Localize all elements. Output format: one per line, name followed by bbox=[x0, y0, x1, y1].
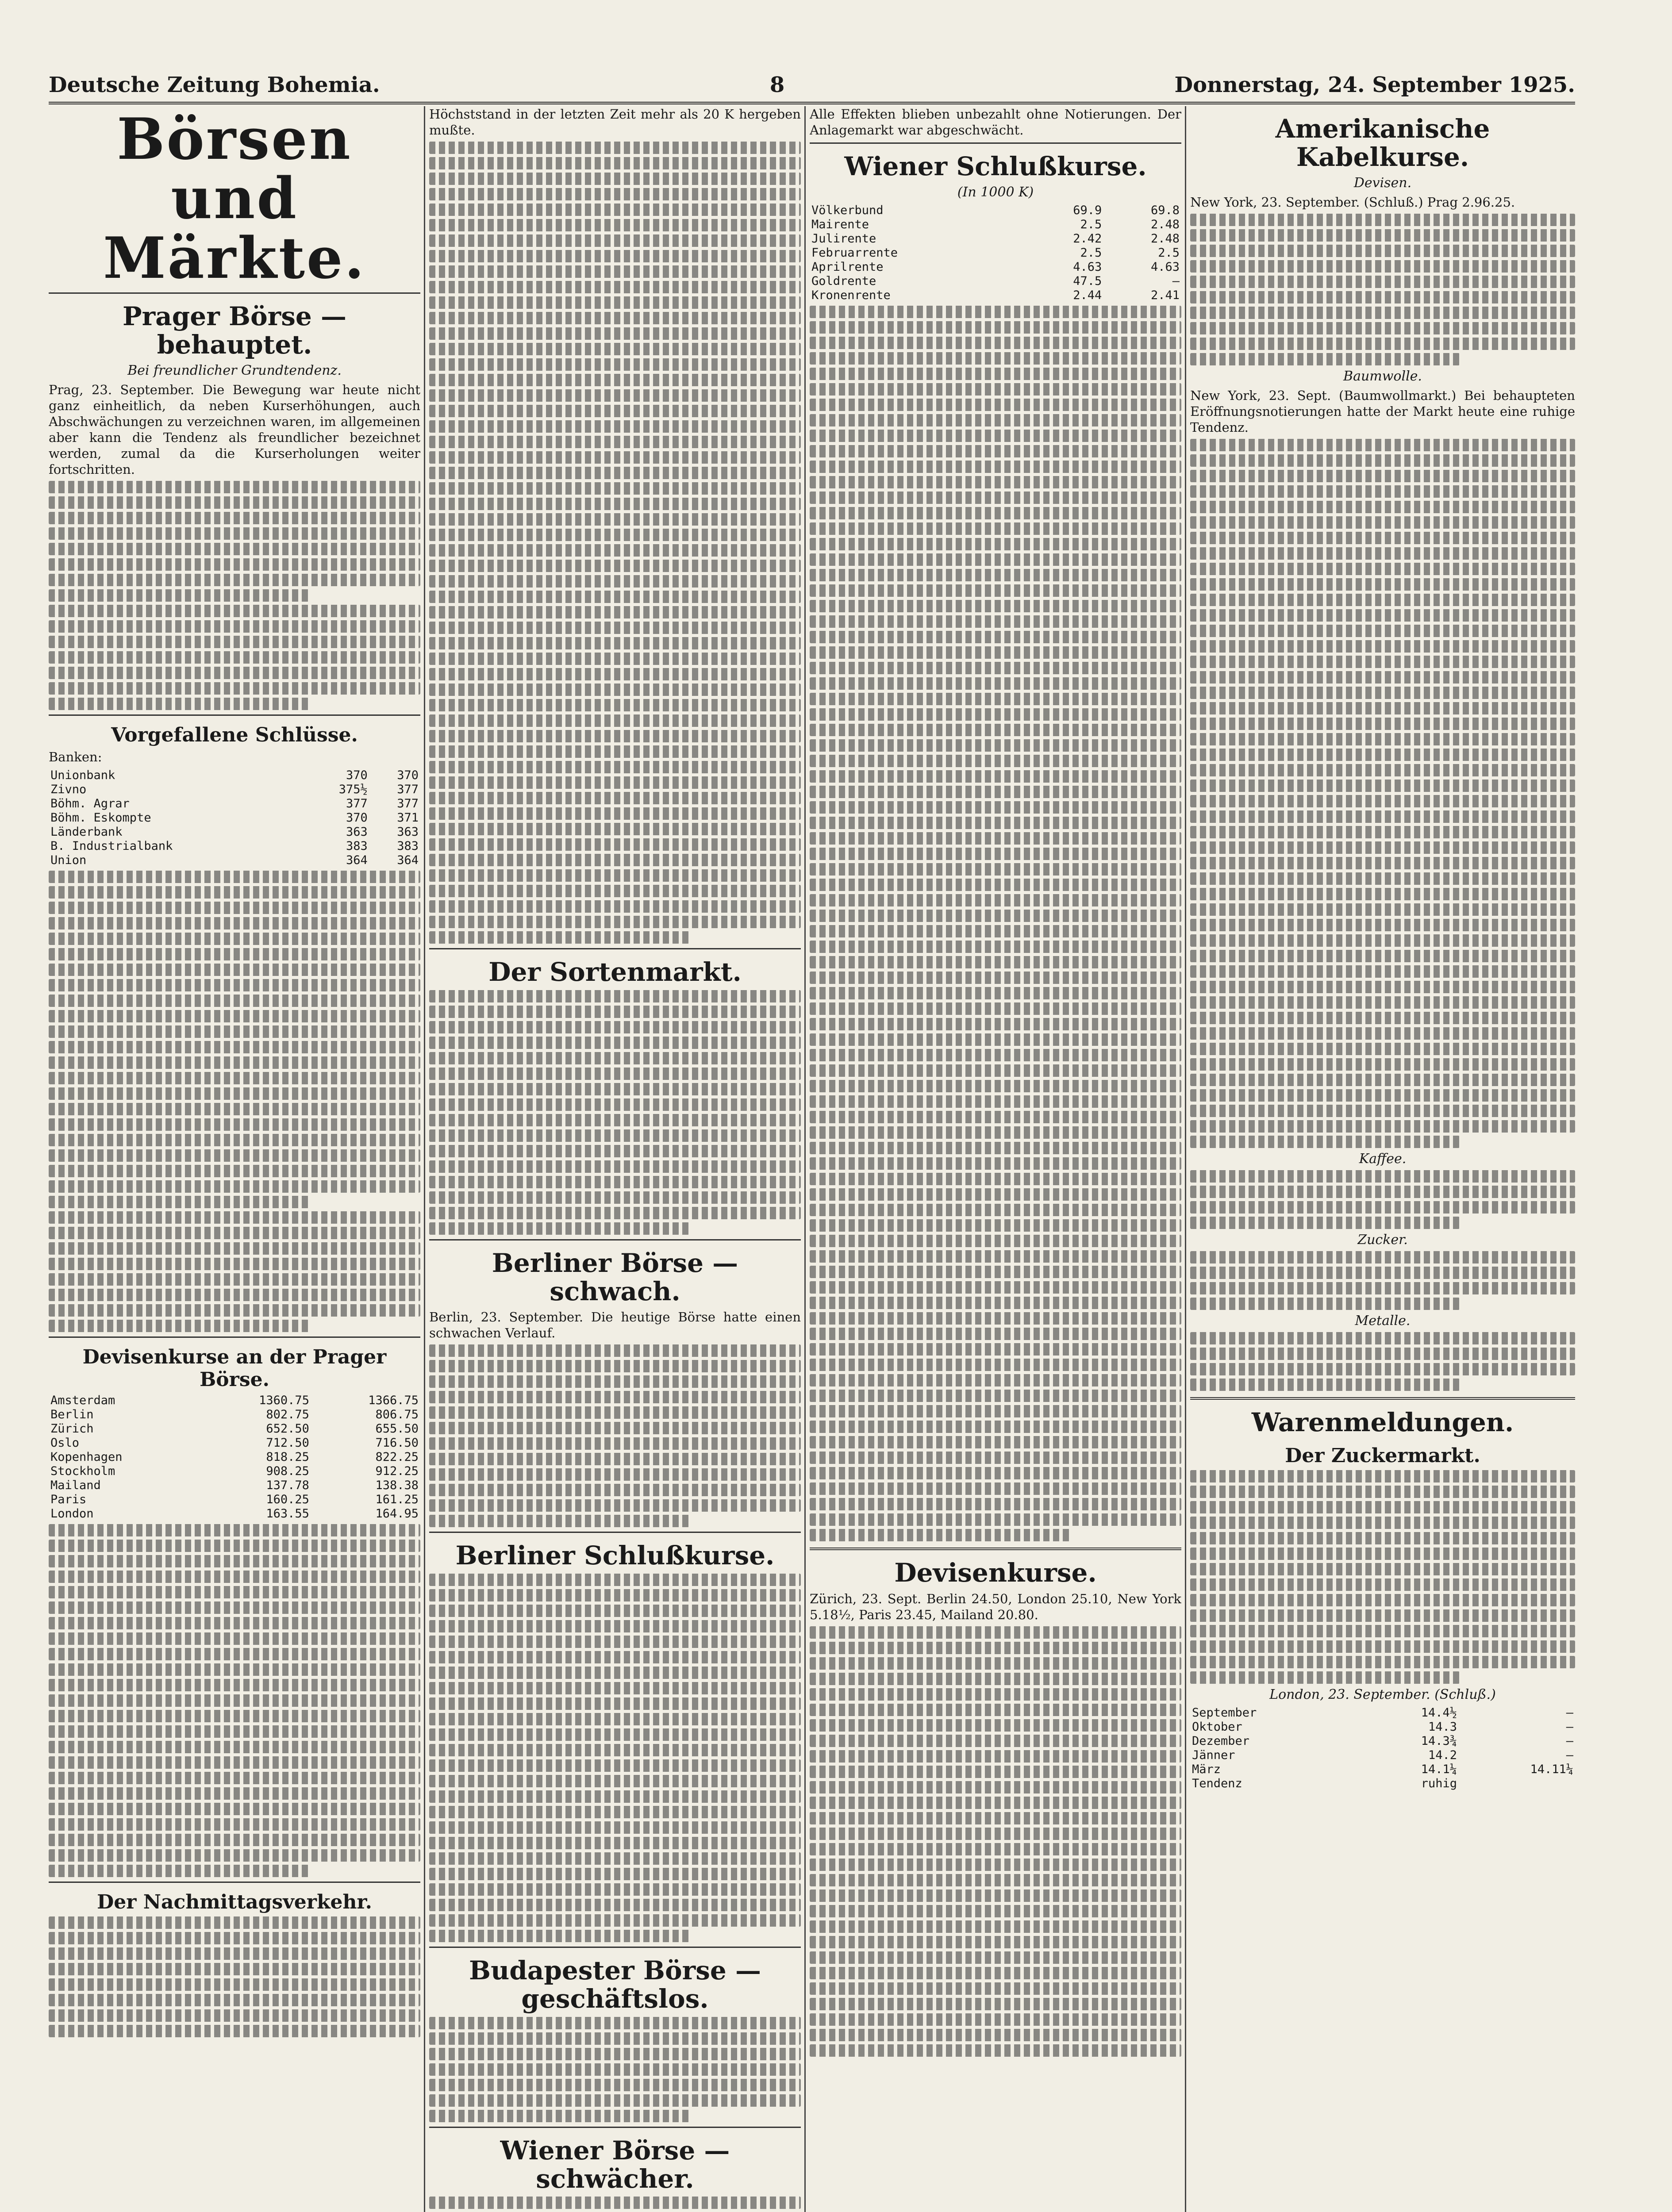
berlin-closing-heading: Berliner Schlußkurse. bbox=[455, 1540, 775, 1571]
table-cell: Unionbank bbox=[50, 768, 115, 782]
column-4 bbox=[1190, 106, 1575, 2212]
tendenz-value: ruhig bbox=[1421, 1777, 1457, 1791]
table-cell: 1360.75 bbox=[259, 1393, 309, 1407]
table-cell: Goldrente bbox=[811, 274, 876, 288]
table-cell: Julirente bbox=[811, 231, 876, 246]
table-cell: Mairente bbox=[811, 217, 869, 231]
table-cell: — bbox=[1566, 1720, 1573, 1734]
masthead: Deutsche Zeitung Bohemia. bbox=[49, 73, 380, 97]
table-cell: 712.50 bbox=[266, 1436, 309, 1450]
table-cell: Stockholm bbox=[50, 1464, 115, 1478]
table-row bbox=[810, 260, 1181, 274]
tendenz-label: Tendenz bbox=[1192, 1777, 1242, 1791]
table-row bbox=[1190, 1706, 1575, 1720]
berlin-report: Berlin, 23. September. Die heutige Börse hatte einen schwachen Verlauf. bbox=[429, 1310, 801, 1341]
table-row bbox=[810, 218, 1181, 232]
table-cell: 371 bbox=[397, 810, 419, 825]
table-cell: — bbox=[1566, 1734, 1573, 1748]
sugar-label: Zucker. bbox=[1357, 1232, 1408, 1248]
table-cell: 377 bbox=[346, 796, 368, 810]
table-row bbox=[49, 1479, 420, 1493]
table-cell: 383 bbox=[397, 839, 419, 853]
table-cell: 802.75 bbox=[266, 1407, 309, 1421]
table-row bbox=[49, 1507, 420, 1521]
table-cell: Paris bbox=[50, 1492, 87, 1506]
page-header bbox=[49, 66, 1575, 104]
table-cell: 1366.75 bbox=[368, 1393, 419, 1407]
table-row bbox=[49, 1408, 420, 1422]
table-cell: Februarrente bbox=[811, 246, 898, 260]
table-cell: Länderbank bbox=[50, 825, 123, 839]
table-cell: 912.25 bbox=[375, 1464, 419, 1478]
table-cell: 375½ bbox=[338, 782, 368, 796]
page-number: 8 bbox=[769, 73, 785, 97]
table-row bbox=[810, 204, 1181, 218]
closures-heading: Vorgefallene Schlüsse. bbox=[111, 723, 358, 746]
column-divider bbox=[804, 106, 806, 2212]
table-row bbox=[49, 1450, 420, 1464]
table-cell: 161.25 bbox=[375, 1492, 419, 1506]
berlin-heading: Berliner Börse — schwach. bbox=[492, 1248, 738, 1306]
column-3 bbox=[810, 106, 1181, 2212]
coffee-label: Kaffee. bbox=[1359, 1151, 1407, 1167]
table-cell: 652.50 bbox=[266, 1421, 309, 1436]
table-cell: 14.11¼ bbox=[1530, 1763, 1573, 1777]
table-cell: 364 bbox=[346, 853, 368, 867]
table-cell: 370 bbox=[346, 810, 368, 825]
london-heading: London, 23. September. (Schluß.) bbox=[1269, 1687, 1496, 1703]
table-cell: 2.48 bbox=[1150, 231, 1180, 246]
table-cell: 4.63 bbox=[1150, 260, 1180, 274]
table-cell: 137.78 bbox=[266, 1478, 309, 1492]
table-cell: 2.5 bbox=[1080, 246, 1102, 260]
table-row bbox=[810, 274, 1181, 288]
column-1 bbox=[49, 106, 420, 2212]
table-cell: Jänner bbox=[1192, 1748, 1235, 1763]
table-cell: 655.50 bbox=[375, 1421, 419, 1436]
issue-date: Donnerstag, 24. September 1925. bbox=[1174, 73, 1575, 97]
table-cell: B. Industrialbank bbox=[50, 839, 173, 853]
col3-intro: Alle Effekten blieben unbezahlt ohne Notierungen. Der Anlagemarkt war abgeschwächt. bbox=[810, 107, 1181, 138]
table-row bbox=[1190, 1763, 1575, 1777]
table-cell: Amsterdam bbox=[50, 1393, 115, 1407]
table-cell: 370 bbox=[346, 768, 368, 782]
table-cell: 47.5 bbox=[1073, 274, 1102, 288]
table-cell: 14.3¾ bbox=[1421, 1734, 1457, 1748]
table-cell: 69.9 bbox=[1073, 203, 1102, 217]
table-cell: Böhm. Eskompte bbox=[50, 810, 151, 825]
table-cell: 377 bbox=[397, 782, 419, 796]
metals-label: Metalle. bbox=[1355, 1313, 1411, 1329]
table-cell: Oslo bbox=[50, 1436, 80, 1450]
table-row bbox=[49, 783, 420, 797]
cotton-report: New York, 23. Sept. (Baumwollmarkt.) Bei behaupteten Eröffnungsnotierungen hatte der Markt heute eine ruhige Tendenz. bbox=[1190, 388, 1575, 435]
sugar-market-heading: Der Zuckermarkt. bbox=[1285, 1444, 1480, 1467]
vienna-closing-heading: Wiener Schlußkurse. bbox=[844, 151, 1147, 181]
table-cell: Berlin bbox=[50, 1407, 94, 1421]
table-cell: 4.63 bbox=[1073, 260, 1102, 274]
table-cell: 160.25 bbox=[266, 1492, 309, 1506]
table-row bbox=[1190, 1734, 1575, 1748]
cable-heading: Amerikanische Kabelkurse. bbox=[1275, 114, 1490, 172]
table-cell: 908.25 bbox=[266, 1464, 309, 1478]
table-cell: 370 bbox=[397, 768, 419, 782]
table-row bbox=[1190, 1720, 1575, 1734]
table-cell: 14.4½ bbox=[1421, 1706, 1457, 1720]
table-cell: 818.25 bbox=[266, 1450, 309, 1464]
prague-report: Prag, 23. September. Die Bewegung war heute nicht ganz einheitlich, da neben Kurserhöhungen, auch Abschwächungen zu verzeichnen waren, im allgemeinen aber kann die Tendenz als freundlicher bezeichnet werden, zumal da die Kurserholungen weiter fortschritten. bbox=[49, 382, 420, 477]
table-row bbox=[810, 232, 1181, 246]
afternoon-heading: Der Nachmittagsverkehr. bbox=[97, 1890, 372, 1913]
table-cell: September bbox=[1192, 1706, 1257, 1720]
table-cell: 806.75 bbox=[375, 1407, 419, 1421]
devisen-table bbox=[49, 1394, 420, 1521]
cable-report: New York, 23. September. (Schluß.) Prag 2.96.25. bbox=[1190, 194, 1515, 210]
vienna-closing-sub: (In 1000 K) bbox=[957, 184, 1034, 200]
prague-subheading: Bei freundlicher Grundtendenz. bbox=[127, 362, 342, 378]
prague-heading: Prager Börse — behauptet. bbox=[123, 301, 346, 360]
table-cell: 822.25 bbox=[375, 1450, 419, 1464]
table-cell: Mailand bbox=[50, 1478, 101, 1492]
table-cell: Kopenhagen bbox=[50, 1450, 123, 1464]
devisen-report: Zürich, 23. Sept. Berlin 24.50, London 25.10, New York 5.18½, Paris 23.45, Mailand 20.80. bbox=[810, 1591, 1181, 1622]
table-cell: Zürich bbox=[50, 1421, 94, 1436]
table-cell: 2.48 bbox=[1150, 217, 1180, 231]
devisen-heading: Devisenkurse an der Prager Börse. bbox=[82, 1345, 387, 1391]
table-cell: Aprilrente bbox=[811, 260, 884, 274]
london-sugar-table bbox=[1190, 1706, 1575, 1791]
vienna-heading: Wiener Börse — schwächer. bbox=[500, 2135, 730, 2194]
table-cell: 14.3 bbox=[1428, 1720, 1457, 1734]
table-cell: Oktober bbox=[1192, 1720, 1242, 1734]
goods-heading: Warenmeldungen. bbox=[1251, 1407, 1514, 1437]
table-cell: Kronenrente bbox=[811, 288, 891, 302]
table-cell: — bbox=[1172, 274, 1180, 288]
devisen-heading-2: Devisenkurse. bbox=[894, 1557, 1097, 1588]
table-cell: 2.44 bbox=[1073, 288, 1102, 302]
table-row bbox=[810, 288, 1181, 303]
sorten-heading: Der Sortenmarkt. bbox=[488, 957, 742, 987]
table-cell: März bbox=[1192, 1763, 1221, 1777]
table-cell: Völkerbund bbox=[811, 203, 884, 217]
table-cell: 163.55 bbox=[266, 1506, 309, 1521]
table-row bbox=[49, 853, 420, 868]
table-row bbox=[49, 839, 420, 853]
table-cell: — bbox=[1566, 1748, 1573, 1763]
table-cell: 14.1¼ bbox=[1421, 1763, 1457, 1777]
section-title: Börsen und Märkte. bbox=[103, 106, 366, 292]
column-divider bbox=[1185, 106, 1186, 2212]
table-cell: 2.42 bbox=[1073, 231, 1102, 246]
table-cell: 2.5 bbox=[1158, 246, 1180, 260]
table-cell: Dezember bbox=[1192, 1734, 1250, 1748]
table-row bbox=[49, 797, 420, 811]
table-cell: Union bbox=[50, 853, 87, 867]
table-row bbox=[49, 1436, 420, 1450]
table-row bbox=[49, 1422, 420, 1436]
table-cell: 138.38 bbox=[375, 1478, 419, 1492]
table-cell: 2.41 bbox=[1150, 288, 1180, 302]
table-cell: 69.8 bbox=[1150, 203, 1180, 217]
table-cell: 364 bbox=[397, 853, 419, 867]
table-row bbox=[49, 1493, 420, 1507]
table-cell: 14.2 bbox=[1428, 1748, 1457, 1763]
table-cell: — bbox=[1566, 1706, 1573, 1720]
table-row bbox=[49, 811, 420, 825]
table-cell: 363 bbox=[397, 825, 419, 839]
column-divider bbox=[424, 106, 425, 2212]
column-2 bbox=[429, 106, 801, 2212]
table-row bbox=[1190, 1748, 1575, 1763]
table-cell: Böhm. Agrar bbox=[50, 796, 130, 810]
table-cell: 363 bbox=[346, 825, 368, 839]
table-row bbox=[49, 768, 420, 783]
vienna-stocks-table bbox=[810, 204, 1181, 303]
table-cell: London bbox=[50, 1506, 94, 1521]
table-row bbox=[49, 1464, 420, 1479]
table-cell: 377 bbox=[397, 796, 419, 810]
table-cell: 383 bbox=[346, 839, 368, 853]
table-cell: 164.95 bbox=[375, 1506, 419, 1521]
col2-intro: Höchststand in der letzten Zeit mehr als 20 K hergeben mußte. bbox=[429, 107, 801, 138]
budapest-heading: Budapester Börse — geschäftslos. bbox=[469, 1955, 761, 2014]
table-cell: 2.5 bbox=[1080, 217, 1102, 231]
cotton-label: Baumwolle. bbox=[1343, 368, 1422, 384]
table-row bbox=[810, 246, 1181, 260]
table-row bbox=[49, 1394, 420, 1408]
table-cell: 716.50 bbox=[375, 1436, 419, 1450]
table-cell: Zivno bbox=[50, 782, 87, 796]
banks-table bbox=[49, 768, 420, 868]
table-row bbox=[49, 825, 420, 839]
devisen-label: Devisen. bbox=[1353, 175, 1412, 191]
banks-label: Banken: bbox=[49, 749, 102, 764]
